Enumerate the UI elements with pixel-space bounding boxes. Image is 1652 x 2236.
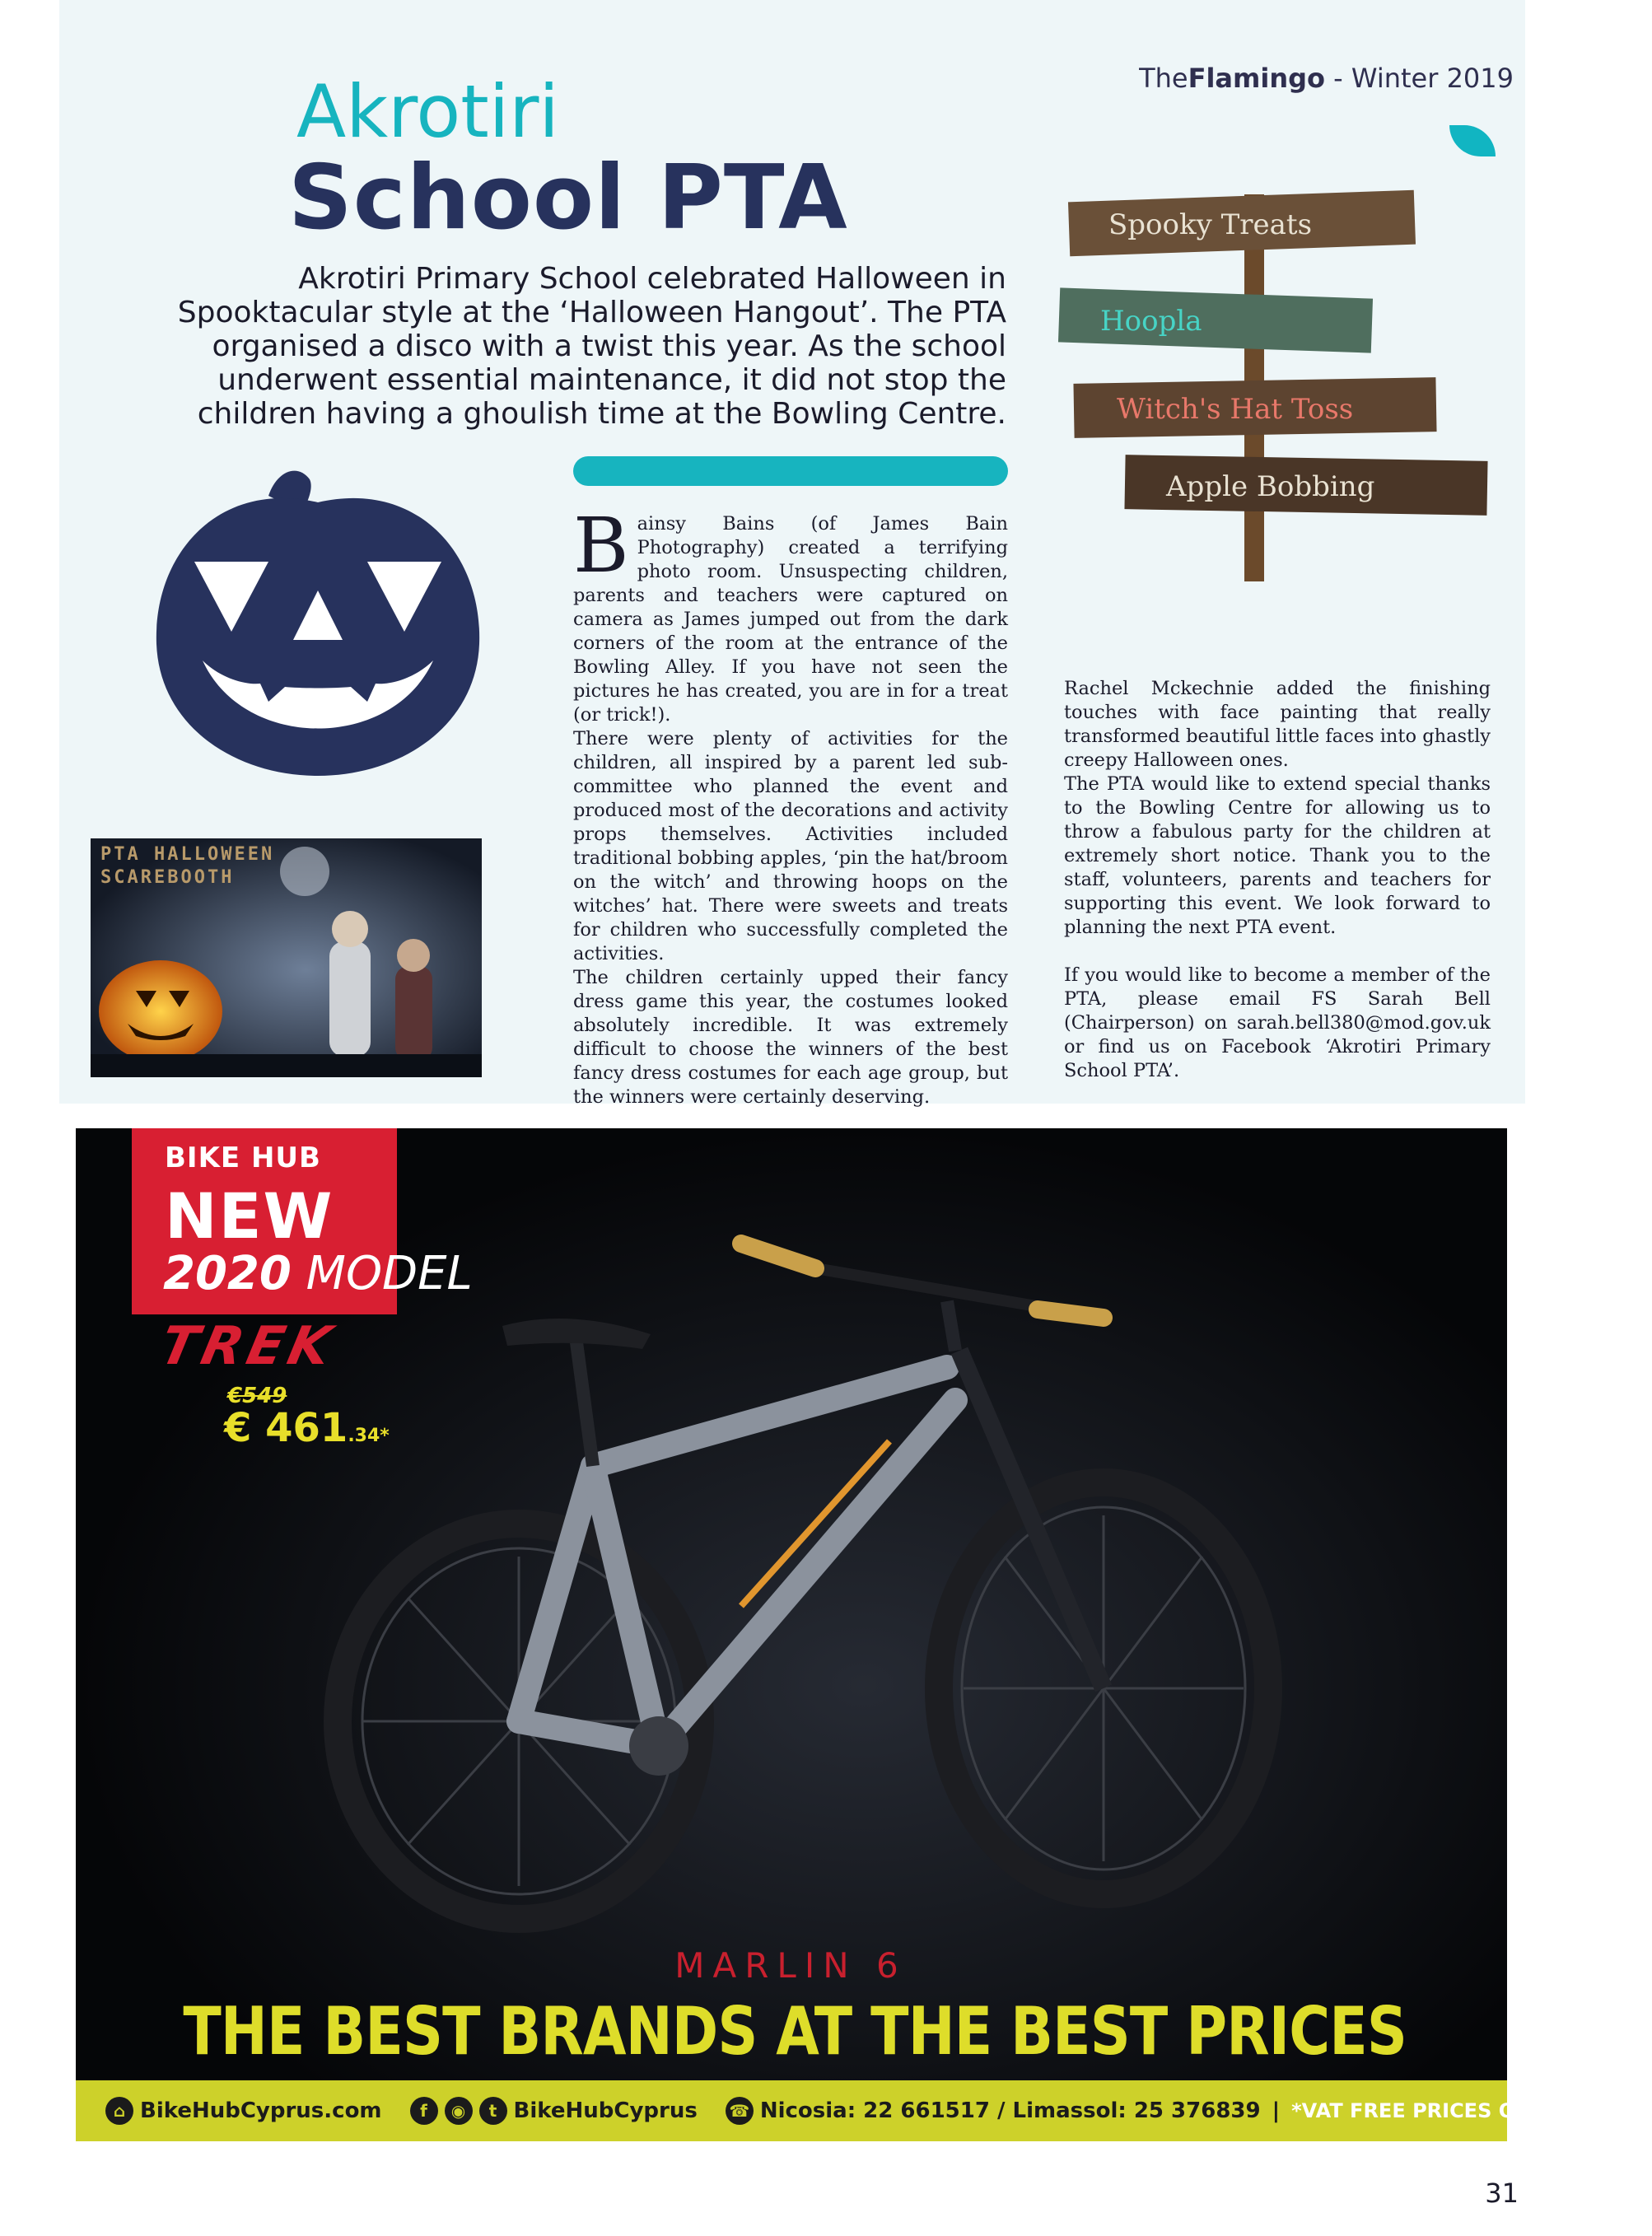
- website-link[interactable]: BikeHubCyprus.com: [140, 2098, 382, 2123]
- home-icon: ⌂: [105, 2097, 133, 2125]
- phone-numbers: Nicosia: 22 661517 / Limassol: 25 376839: [759, 2098, 1261, 2123]
- old-price: €549: [227, 1384, 287, 1408]
- facebook-icon: f: [410, 2097, 438, 2125]
- scarebooth-photo: [91, 838, 482, 1077]
- instagram-icon: ◉: [445, 2097, 473, 2125]
- article-kicker: Akrotiri: [296, 69, 559, 154]
- masthead: TheFlamingo - Winter 2019: [1139, 63, 1514, 94]
- vat-note: *VAT FREE PRICES ON ALL BIKES: [1291, 2099, 1652, 2122]
- sign-board: Apple Bobbing: [1166, 470, 1375, 503]
- article-title: School PTA: [288, 147, 848, 250]
- bike-hub-logo: BIKE HUB: [165, 1141, 321, 1174]
- model-year-label: 2020 MODEL: [163, 1247, 473, 1300]
- website-contact: [105, 2097, 382, 2125]
- trek-logo: TREK: [155, 1316, 342, 1377]
- phone-icon: ☎: [726, 2097, 754, 2125]
- twitter-icon: t: [479, 2097, 507, 2125]
- model-name: MARLIN 6: [674, 1945, 907, 1986]
- ad-slogan: THE BEST BRANDS AT THE BEST PRICES: [183, 1993, 1407, 2070]
- sign-board: Hoopla: [1100, 305, 1202, 338]
- sign-board: Witch's Hat Toss: [1117, 393, 1354, 426]
- pumpkin-icon: [145, 455, 491, 781]
- article-column-2: [1064, 677, 1491, 1083]
- paragraph: There were plenty of activities for the children, all inspired by a parent led sub-committee who planned the event and produced most of the decorations and activity props themselves. Activities included traditional bobbing apples, ‘pin the hat/broom on the witch’ and throwing hoops on the witches’ hat. There were sweets and treats for children who successfully completed the activities.: [573, 728, 1008, 964]
- section-rule: [573, 456, 1008, 486]
- paragraph: ainsy Bains (of James Bain Photography) created a terrifying photo room. Unsuspecting children, parents and teachers were captured on camera as James jumped out from the dark corners of the room at the entrance of the Bowling Alley. If you have not seen the pictures he has created, you are in for a treat (or trick!).: [573, 513, 1008, 726]
- paragraph: Rachel Mckechnie added the finishing touches with face painting that really transformed beautiful little faces into ghastly creepy Halloween ones.: [1064, 678, 1491, 771]
- new-label: NEW: [165, 1179, 334, 1253]
- paragraph: The children certainly upped their fancy dress game this year, the costumes looked absolutely incredible. It was extremely difficult to choose the winners of the best fancy dress costumes for each age group, but the winners were certainly deserving.: [573, 967, 1008, 1108]
- article-intro: Akrotiri Primary School celebrated Halloween in Spooktacular style at the ‘Halloween Hangout’. The PTA organised a disco with a twist this year. As the school underwent essential maintenance, it did not stop the children having a ghoulish time at the Bowling Centre.: [177, 262, 1006, 431]
- page-number: 31: [1485, 2178, 1519, 2209]
- article-column-1: [573, 502, 1008, 1109]
- phone-contact: [726, 2097, 1261, 2125]
- sign-board: Spooky Treats: [1108, 208, 1313, 241]
- sale-price: € 461.34*: [224, 1405, 390, 1451]
- paragraph: If you would like to become a member of the PTA, please email FS Sarah Bell (Chairperson) on sarah.bell380@mod.gov.uk or find us on Facebook ‘Akrotiri Primary School PTA’.: [1064, 964, 1491, 1081]
- social-handle[interactable]: BikeHubCyprus: [513, 2098, 698, 2123]
- photo-caption: PTA HALLOWEEN SCAREBOOTH: [100, 844, 275, 888]
- social-contact: [410, 2097, 698, 2125]
- ad-footer: [76, 2080, 1652, 2141]
- trek-bike-image: [313, 1211, 1301, 1952]
- drop-cap: B: [573, 502, 629, 590]
- halloween-signpost: [1059, 186, 1504, 581]
- paragraph: The PTA would like to extend special thanks to the Bowling Centre for allowing us to throw a fabulous party for the children at extremely short notice. Thank you to the staff, volunteers, parents and teachers for supporting this event. We look forward to planning the next PTA event.: [1064, 773, 1491, 938]
- footer-separator: |: [1272, 2098, 1281, 2123]
